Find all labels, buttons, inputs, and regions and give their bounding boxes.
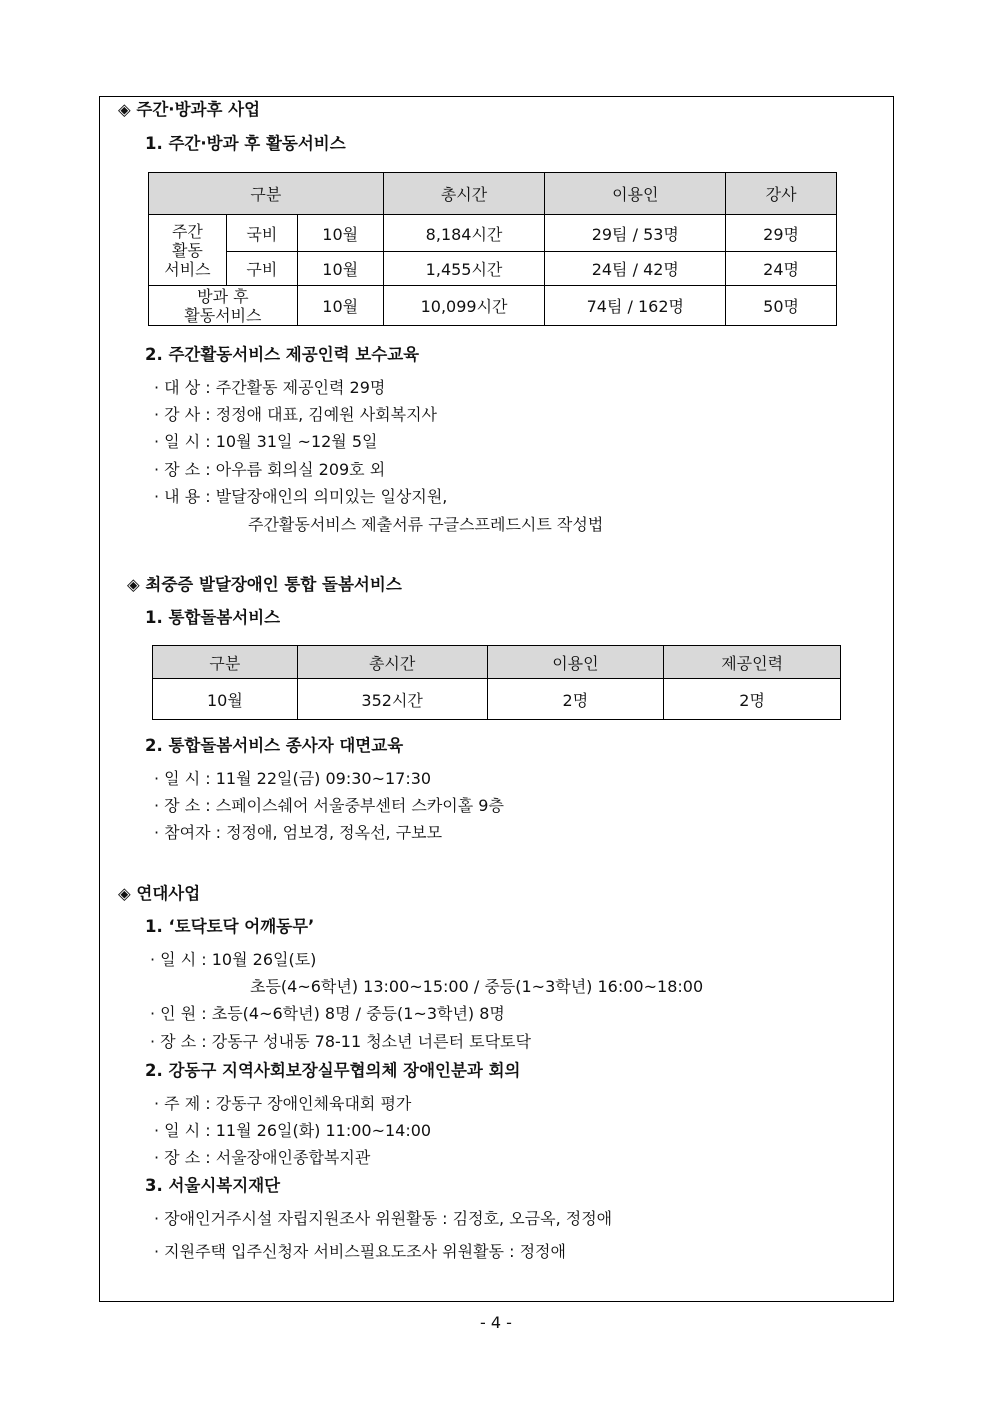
subheading-staff-training: 2. 통합돌봄서비스 종사자 대면교육 bbox=[145, 736, 404, 755]
section-heading-solidarity: ◈ 연대사업 bbox=[118, 884, 201, 903]
subheading-todak: 1. ‘토닥토닥 어깨동무’ bbox=[145, 917, 315, 936]
subheading-foundation: 3. 서울시복지재단 bbox=[145, 1176, 281, 1195]
header-users: 이용인 bbox=[487, 646, 664, 679]
list-item: · 지원주택 입주신청자 서비스필요도조사 위원활동 : 정정애 bbox=[154, 1242, 566, 1261]
subheading-integrated-care: 1. 통합돌봄서비스 bbox=[145, 608, 281, 627]
list-item-continuation: 주간활동서비스 제출서류 구글스프레드시트 작성법 bbox=[248, 515, 604, 534]
header-users: 이용인 bbox=[545, 173, 726, 215]
table-cell: 24명 bbox=[726, 252, 837, 286]
list-item: · 장 소 : 강동구 성내동 78-11 청소년 너른터 토닥토닥 bbox=[150, 1032, 531, 1051]
list-item: · 장 소 : 스페이스쉐어 서울중부센터 스카이홀 9층 bbox=[154, 796, 504, 815]
table-cell: 29명 bbox=[726, 215, 837, 252]
table-cell: 10월 bbox=[153, 679, 298, 720]
table-cell: 10월 bbox=[297, 286, 383, 326]
table-cell: 352시간 bbox=[297, 679, 487, 720]
table-cell: 10월 bbox=[297, 252, 383, 286]
group-label-daytime: 주간 활동 서비스 bbox=[149, 215, 227, 286]
section-heading-daytime: ◈ 주간·방과후 사업 bbox=[118, 100, 261, 119]
integrated-care-table bbox=[152, 645, 841, 720]
table-cell: 50명 bbox=[726, 286, 837, 326]
table-cell: 국비 bbox=[226, 215, 297, 252]
table-cell: 구비 bbox=[226, 252, 297, 286]
table-cell: 10월 bbox=[297, 215, 383, 252]
table-cell: 10,099시간 bbox=[383, 286, 545, 326]
list-item: · 일 시 : 10월 31일 ~12월 5일 bbox=[154, 432, 378, 451]
table-cell: 24팀 / 42명 bbox=[545, 252, 726, 286]
list-item: · 일 시 : 11월 26일(화) 11:00~14:00 bbox=[154, 1121, 432, 1140]
group-label-afterschool: 방과 후 활동서비스 bbox=[149, 286, 298, 326]
header-staff: 제공인력 bbox=[664, 646, 841, 679]
table-cell: 1,455시간 bbox=[383, 252, 545, 286]
list-item: · 강 사 : 정정애 대표, 김예원 사회복지사 bbox=[154, 405, 438, 424]
section-heading-integrated-care: ◈ 최중증 발달장애인 통합 돌봄서비스 bbox=[127, 575, 402, 594]
header-total-hours: 총시간 bbox=[297, 646, 487, 679]
daytime-activity-table bbox=[148, 172, 837, 326]
subheading-council: 2. 강동구 지역사회보장실무협의체 장애인분과 회의 bbox=[145, 1061, 521, 1080]
header-instructors: 강사 bbox=[726, 173, 837, 215]
table-cell: 2명 bbox=[664, 679, 841, 720]
page-number: - 4 - bbox=[480, 1313, 512, 1332]
list-item: · 일 시 : 11월 22일(금) 09:30~17:30 bbox=[154, 769, 432, 788]
header-total-hours: 총시간 bbox=[383, 173, 545, 215]
list-item: · 장애인거주시설 자립지원조사 위원활동 : 김정호, 오금옥, 정정애 bbox=[154, 1209, 613, 1228]
list-item: · 장 소 : 서울장애인종합복지관 bbox=[154, 1148, 371, 1167]
list-item: · 주 제 : 강동구 장애인체육대회 평가 bbox=[154, 1094, 412, 1113]
list-item: · 장 소 : 아우름 회의실 209호 외 bbox=[154, 460, 386, 479]
table-cell: 2명 bbox=[487, 679, 664, 720]
table-cell: 8,184시간 bbox=[383, 215, 545, 252]
header-category: 구분 bbox=[153, 646, 298, 679]
table-cell: 29팀 / 53명 bbox=[545, 215, 726, 252]
list-item: · 인 원 : 초등(4~6학년) 8명 / 중등(1~3학년) 8명 bbox=[150, 1004, 505, 1023]
list-item: · 참여자 : 정정애, 엄보경, 정옥선, 구보모 bbox=[154, 823, 443, 842]
subheading-training: 2. 주간활동서비스 제공인력 보수교육 bbox=[145, 345, 420, 364]
header-category: 구분 bbox=[149, 173, 384, 215]
table-cell: 74팀 / 162명 bbox=[545, 286, 726, 326]
list-item: · 일 시 : 10월 26일(토) bbox=[150, 950, 317, 969]
list-item: · 대 상 : 주간활동 제공인력 29명 bbox=[154, 378, 386, 397]
list-item: · 내 용 : 발달장애인의 의미있는 일상지원, bbox=[154, 487, 448, 506]
list-item-continuation: 초등(4~6학년) 13:00~15:00 / 중등(1~3학년) 16:00~18:00 bbox=[250, 977, 704, 996]
subheading-daytime-activity: 1. 주간·방과 후 활동서비스 bbox=[145, 134, 346, 153]
